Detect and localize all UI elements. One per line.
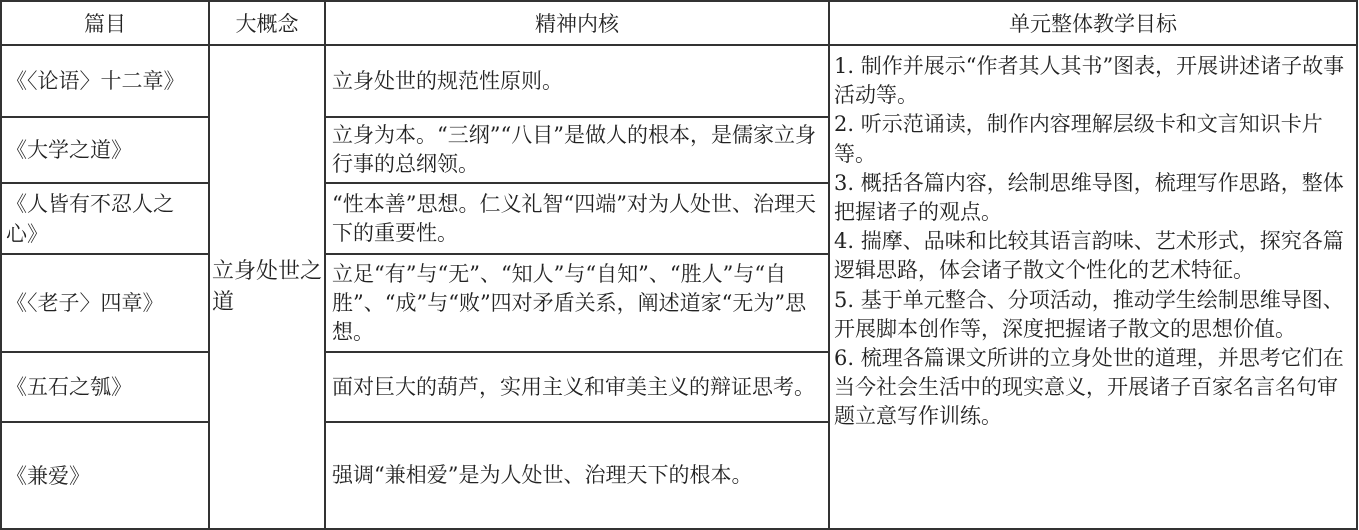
title-cell: 《〈老子〉四章》 [1, 254, 209, 352]
title-cell: 《大学之道》 [1, 117, 209, 183]
core-cell: 立身为本。“三纲”“八目”是做人的根本，是儒家立身行事的总纲领。 [325, 117, 829, 183]
concept-cell: 立身处世之道 [209, 45, 325, 529]
goal-item: 5. 基于单元整合、分项活动，推动学生绘制思维导图、开展脚本创作等，深度把握诸子散文的思想价值。 [834, 287, 1344, 341]
title-cell: 《〈论语〉十二章》 [1, 45, 209, 117]
goal-item: 2. 听示范诵读，制作内容理解层级卡和文言知识卡片等。 [834, 112, 1323, 166]
core-cell: 强调“兼相爱”是为人处世、治理天下的根本。 [325, 422, 829, 529]
goal-item: 1. 制作并展示“作者其人其书”图表，开展讲述诸子故事活动等。 [834, 54, 1345, 108]
goal-item: 3. 概括各篇内容，绘制思维导图，梳理写作思路，整体把握诸子的观点。 [834, 170, 1344, 225]
goal-item: 4. 揣摩、品味和比较其语言韵味、艺术形式，探究各篇逻辑思路，体会诸子散文个性化的艺术特征。 [834, 229, 1344, 283]
core-cell: “性本善”思想。仁义礼智“四端”对为人处世、治理天下的重要性。 [325, 183, 829, 254]
header-goals: 单元整体教学目标 [829, 1, 1357, 45]
goal-item: 6. 梳理各篇课文所讲的立身处世的道理，并思考它们在当今社会生活中的现实意义，开展诸子百家名言名句审题立意写作训练。 [834, 346, 1344, 429]
title-cell: 《人皆有不忍人之心》 [1, 183, 209, 254]
table-row [1, 45, 1357, 117]
goals-cell [829, 45, 1357, 529]
header-title: 篇目 [1, 1, 209, 45]
core-cell: 面对巨大的葫芦，实用主义和审美主义的辩证思考。 [325, 352, 829, 422]
header-row [1, 1, 1357, 45]
title-cell: 《兼爱》 [1, 422, 209, 529]
core-cell: 立身处世的规范性原则。 [325, 45, 829, 117]
header-core: 精神内核 [325, 1, 829, 45]
title-cell: 《五石之瓠》 [1, 352, 209, 422]
core-cell: 立足“有”与“无”、“知人”与“自知”、“胜人”与“自胜”、“成”与“败”四对矛盾关系，阐述道家“无为”思想。 [325, 254, 829, 352]
header-concept: 大概念 [209, 1, 325, 45]
